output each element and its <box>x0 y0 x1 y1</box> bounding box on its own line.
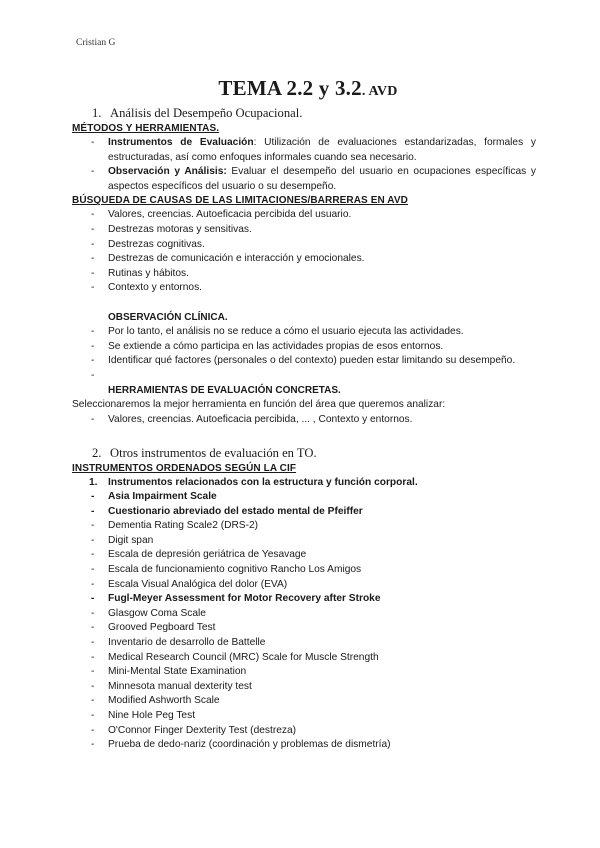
instrument-item <box>72 519 536 534</box>
bullet-marker: - <box>91 622 95 634</box>
cif-heading: INSTRUMENTOS ORDENADOS SEGÚN LA CIF <box>72 462 297 474</box>
instrument-name: Medical Research Council (MRC) Scale for Muscle Strength <box>108 651 379 663</box>
bullet-marker: - <box>91 267 95 279</box>
bullet-marker: - <box>91 695 95 707</box>
instrument-item <box>72 724 536 739</box>
instrument-item <box>72 709 536 724</box>
bullet-marker: - <box>91 166 95 178</box>
item-label: Observación y Análisis: <box>108 166 227 178</box>
instrument-group-title <box>72 476 536 491</box>
instrument-name: Grooved Pegboard Test <box>108 622 216 634</box>
bullet-marker: - <box>91 369 95 381</box>
bullet-marker: - <box>91 593 95 605</box>
bullet-marker: - <box>91 578 95 590</box>
instrument-name: Mini-Mental State Examination <box>108 666 247 678</box>
item-label: Instrumentos de Evaluación <box>108 137 254 148</box>
bullet-marker: - <box>91 223 95 235</box>
bullet-marker: - <box>91 637 95 649</box>
instrument-name: Digit span <box>108 534 154 546</box>
bullet-marker: - <box>91 355 95 367</box>
group-number: 1. <box>89 476 98 488</box>
list-item <box>72 325 536 340</box>
instrument-name: Modified Ashworth Scale <box>108 695 220 707</box>
bullet-marker: - <box>91 666 95 678</box>
instrument-item <box>72 651 536 666</box>
causes-heading: BÚSQUEDA DE CAUSAS DE LAS LIMITACIONES/BARRERAS EN AVD <box>72 195 408 207</box>
bullet-marker: - <box>91 209 95 221</box>
bullet-marker: - <box>91 651 95 663</box>
document-title <box>0 76 600 101</box>
instrument-item <box>72 636 536 651</box>
bullet-marker: - <box>91 680 95 692</box>
bullet-marker: - <box>91 739 95 751</box>
spacer <box>72 296 536 310</box>
item-text: Valores, creencias. Autoeficacia percibida, ... , Contexto y entornos. <box>108 413 413 425</box>
bullet-marker: - <box>91 413 95 425</box>
list-item <box>72 165 536 194</box>
bullet-marker: - <box>91 137 95 148</box>
list-item <box>72 281 536 296</box>
instrument-item <box>72 534 536 549</box>
section-2 <box>72 444 536 753</box>
item-text: : Utilización de evaluaciones estandarizadas, formales y estructuradas, así como enfoques informales cuando sea necesario. <box>108 137 536 163</box>
instrument-item <box>72 563 536 578</box>
item-text: Identificar qué factores (personales o del contexto) pueden estar limitando su desempeño. <box>108 355 516 367</box>
section-2-heading <box>72 444 536 462</box>
list-item <box>72 208 536 223</box>
instrument-item <box>72 592 536 607</box>
tools-heading: HERRAMIENTAS DE EVALUACIÓN CONCRETAS. <box>108 385 341 397</box>
instrument-item <box>72 578 536 593</box>
bullet-marker: - <box>91 534 95 546</box>
section-1 <box>72 104 536 428</box>
document-body <box>72 104 536 753</box>
instrument-name: Fugl-Meyer Assessment for Motor Recovery after Stroke <box>108 593 381 605</box>
bullet-marker: - <box>91 253 95 265</box>
instrument-name: Prueba de dedo-nariz (coordinación y problemas de dismetría) <box>108 739 391 751</box>
instrument-name: Minnesota manual dexterity test <box>108 680 252 692</box>
methods-list <box>72 136 536 194</box>
instrument-name: Nine Hole Peg Test <box>108 710 196 721</box>
tools-intro: Seleccionaremos la mejor herramienta en función del área que queremos analizar: <box>72 399 446 411</box>
item-text <box>108 370 111 381</box>
bullet-marker: - <box>91 238 95 250</box>
methods-heading: MÉTODOS Y HERRAMIENTAS. <box>72 123 220 134</box>
instrument-item <box>72 694 536 709</box>
list-item <box>72 252 536 267</box>
bullet-marker: - <box>91 710 95 721</box>
item-text: Rutinas y hábitos. <box>108 267 189 279</box>
instrument-name: Escala Visual Analógica del dolor (EVA) <box>108 578 288 590</box>
instrument-name: Escala de depresión geriátrica de Yesavage <box>108 549 307 561</box>
instrument-item <box>72 621 536 636</box>
item-text: Destrezas cognitivas. <box>108 238 205 250</box>
item-text: Evaluar el desempeño del usuario en ocupaciones específicas y aspectos específicos del usuario o su desempeño. <box>108 166 536 192</box>
instrument-name: Escala de funcionamiento cognitivo Rancho Los Amigos <box>108 564 362 576</box>
observation-heading: OBSERVACIÓN CLÍNICA. <box>108 311 228 323</box>
instrument-name: Asia Impairment Scale <box>108 491 217 503</box>
list-item <box>72 238 536 253</box>
page-header-author: Cristian G <box>76 38 116 48</box>
section-title: Otros instrumentos de evaluación en TO. <box>110 445 317 460</box>
bullet-marker: - <box>91 549 95 561</box>
bullet-marker: - <box>91 325 95 337</box>
instrument-item <box>72 738 536 753</box>
instrument-name: O'Connor Finger Dexterity Test (destreza) <box>108 724 297 736</box>
item-text: Valores, creencias. Autoeficacia percibida del usuario. <box>108 209 352 221</box>
instrument-name: Inventario de desarrollo de Battelle <box>108 637 266 649</box>
bullet-marker: - <box>91 505 95 517</box>
list-item <box>72 136 536 165</box>
instrument-name: Glasgow Coma Scale <box>108 607 206 619</box>
item-text: Destrezas de comunicación e interacción y emocionales. <box>108 253 365 265</box>
section-1-heading <box>72 104 536 122</box>
instrument-item <box>72 680 536 695</box>
tools-list <box>72 413 536 428</box>
group-title: Instrumentos relacionados con la estructura y función corporal. <box>108 476 418 488</box>
list-item <box>72 340 536 355</box>
list-item <box>72 223 536 238</box>
bullet-marker: - <box>91 340 95 352</box>
observation-list <box>72 325 536 383</box>
title-main: TEMA 2.2 y 3.2 <box>218 76 362 100</box>
item-text: Se extiende a cómo participa en las actividades propias de esos entornos. <box>108 340 444 352</box>
instrument-item <box>72 607 536 622</box>
causes-list <box>72 208 536 296</box>
instrument-item <box>72 505 536 520</box>
instrument-list <box>72 490 536 753</box>
bullet-marker: - <box>91 607 95 619</box>
list-item <box>72 267 536 282</box>
list-item-empty <box>72 369 536 384</box>
section-number: 1. <box>92 106 102 120</box>
section-title: Análisis del Desempeño Ocupacional. <box>110 106 303 120</box>
instrument-item <box>72 665 536 680</box>
bullet-marker: - <box>91 564 95 576</box>
item-text: Destrezas motoras y sensitivas. <box>108 223 252 235</box>
instrument-item <box>72 548 536 563</box>
section-number: 2. <box>92 445 102 460</box>
item-text: Por lo tanto, el análisis no se reduce a cómo el usuario ejecuta las actividades. <box>108 325 464 337</box>
instrument-name: Dementia Rating Scale2 (DRS-2) <box>108 520 259 532</box>
item-text: Contexto y entornos. <box>108 282 203 294</box>
title-suffix: . AVD <box>361 84 398 99</box>
bullet-marker: - <box>91 491 95 503</box>
list-item <box>72 413 536 428</box>
bullet-marker: - <box>91 520 95 532</box>
bullet-marker: - <box>91 724 95 736</box>
instrument-item <box>72 490 536 505</box>
instrument-name: Cuestionario abreviado del estado mental de Pfeiffer <box>108 505 363 517</box>
list-item <box>72 354 536 369</box>
bullet-marker: - <box>91 282 95 294</box>
